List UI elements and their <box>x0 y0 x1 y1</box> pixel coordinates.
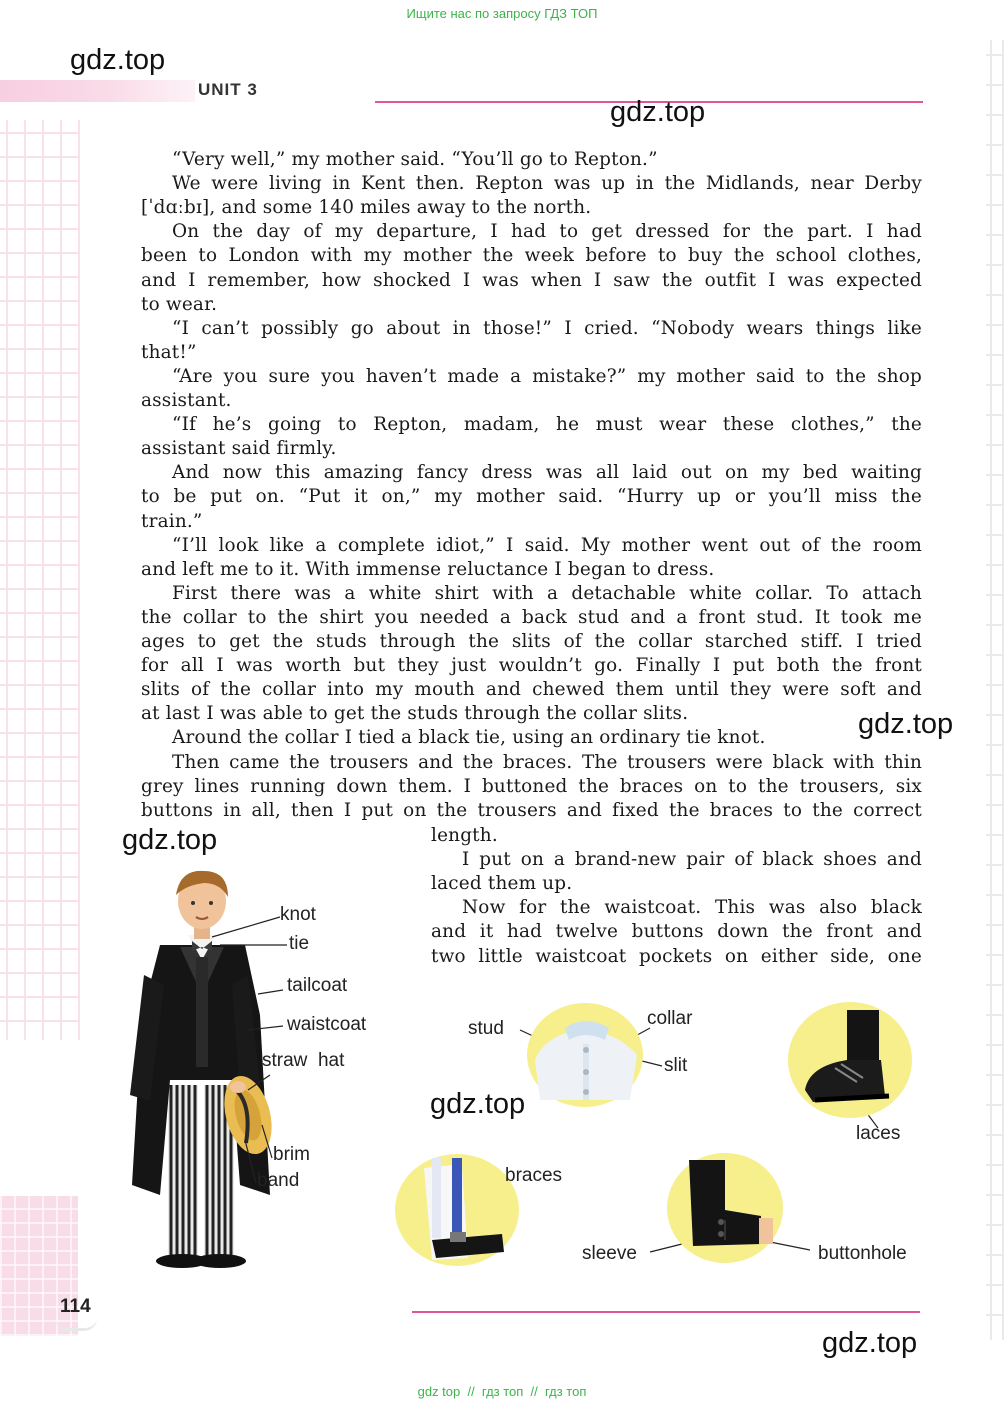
label-waistcoat: waistcoat <box>287 1014 367 1035</box>
footer-rule <box>412 1311 920 1313</box>
label-knot: knot <box>280 904 316 925</box>
footer-links[interactable]: gdz top // гдз топ // гдз топ <box>417 1384 587 1399</box>
text-line: grey lines running down them. I buttoned the braces on to the trousers, six <box>141 775 922 797</box>
text-line: slits of the collar into my mouth and chewed them until they were soft and <box>141 679 922 701</box>
sleeve-illustration <box>665 1150 785 1265</box>
watermark: gdz.top <box>822 1327 918 1359</box>
braces-illustration <box>392 1148 522 1268</box>
label-sleeve: sleeve <box>582 1243 637 1264</box>
text-line: “Very well,” my mother said. “You’ll go to Repton.” <box>172 149 658 170</box>
text-line: laced them up. <box>431 873 573 895</box>
label-slit: slit <box>664 1055 688 1076</box>
label-laces: laces <box>856 1123 901 1144</box>
text-line: I put on a brand-new pair of black shoes and <box>462 849 922 871</box>
label-buttonhole: buttonhole <box>818 1243 907 1264</box>
text-line: “I’ll look like a complete idiot,” I said. My mother went out of the room <box>172 534 922 556</box>
text-line: length. <box>431 825 498 846</box>
text-line: We were living in Kent then. Repton was up in the Midlands, near Derby <box>172 173 922 195</box>
label-brim: brim <box>273 1144 310 1165</box>
text-line: for all I was worth but they just wouldn’t go. Finally I put both the front <box>141 655 922 677</box>
page-number: 114 <box>60 1296 91 1317</box>
text-line: “If he’s going to Repton, madam, he must wear these clothes,” the <box>172 414 922 436</box>
watermark: gdz.top <box>122 824 218 856</box>
text-line: buttons in all, then I put on the trousers and fixed the braces to the correct <box>141 799 922 821</box>
text-line: assistant. <box>141 390 232 411</box>
text-line: to be put on. “Put it on,” my mother said. “Hurry up or you’ll miss the <box>141 486 922 508</box>
text-line: Now for the waistcoat. This was also black <box>462 897 922 919</box>
watermark: gdz.top <box>610 96 706 128</box>
text-line: that!” <box>141 341 197 363</box>
unit-label: UNIT 3 <box>198 80 258 99</box>
text-line: ages to get the studs through the slits of the collar starched stiff. I tried <box>141 631 922 652</box>
shoe-illustration <box>785 1000 915 1120</box>
text-line: Then came the trousers and the braces. The trousers were black with thin <box>172 751 922 773</box>
watermark: gdz.top <box>70 44 166 76</box>
watermark: gdz.top <box>430 1088 526 1120</box>
watermark: gdz.top <box>858 708 954 740</box>
text-line: [ˈdɑːbɪ], and some 140 miles away to the north. <box>141 197 592 219</box>
text-line: And now this amazing fancy dress was all laid out on my bed waiting <box>172 462 922 484</box>
text-line: Around the collar I tied a black tie, using an ordinary tie knot. <box>172 727 766 749</box>
label-stud: stud <box>468 1018 504 1039</box>
text-line: “I can’t possibly go about in those!” I cried. “Nobody wears things like <box>172 317 922 339</box>
label-tailcoat: tailcoat <box>287 975 348 996</box>
text-line: been to London with my mother the week before to buy the school clothes, <box>141 245 922 267</box>
text-line: On the day of my departure, I had to get dressed for the part. I had <box>172 221 922 243</box>
label-straw-hat: straw hat <box>262 1050 345 1071</box>
collar-illustration <box>525 1000 645 1110</box>
label-tie: tie <box>289 933 310 954</box>
promo-top-link[interactable]: Ищите нас по запросу ГДЗ ТОП <box>406 6 598 21</box>
text-line: at last I was able to get the studs through the collar slits. <box>141 703 689 725</box>
text-line: First there was a white shirt with a detachable white collar. To attach <box>172 582 922 604</box>
text-line: and I remember, how shocked I was when I saw the outfit I was expected <box>141 269 922 291</box>
label-braces: braces <box>505 1165 563 1186</box>
page-number-decoration <box>55 1318 97 1331</box>
text-line: two little waistcoat pockets on either side, one <box>431 945 922 967</box>
text-line: assistant said firmly. <box>141 438 337 460</box>
text-line: “Are you sure you haven’t made a mistake?” my mother said to the shop <box>172 365 922 387</box>
text-line: to wear. <box>141 293 218 315</box>
label-band: band <box>257 1170 300 1191</box>
text-line: and it had twelve buttons down the front and <box>431 921 922 943</box>
text-line: the collar to the shirt you needed a back stud and a front stud. It took me <box>141 606 922 628</box>
text-line: and left me to it. With immense reluctance I began to dress. <box>141 558 715 580</box>
label-collar: collar <box>647 1008 693 1029</box>
text-line: train.” <box>141 510 203 532</box>
